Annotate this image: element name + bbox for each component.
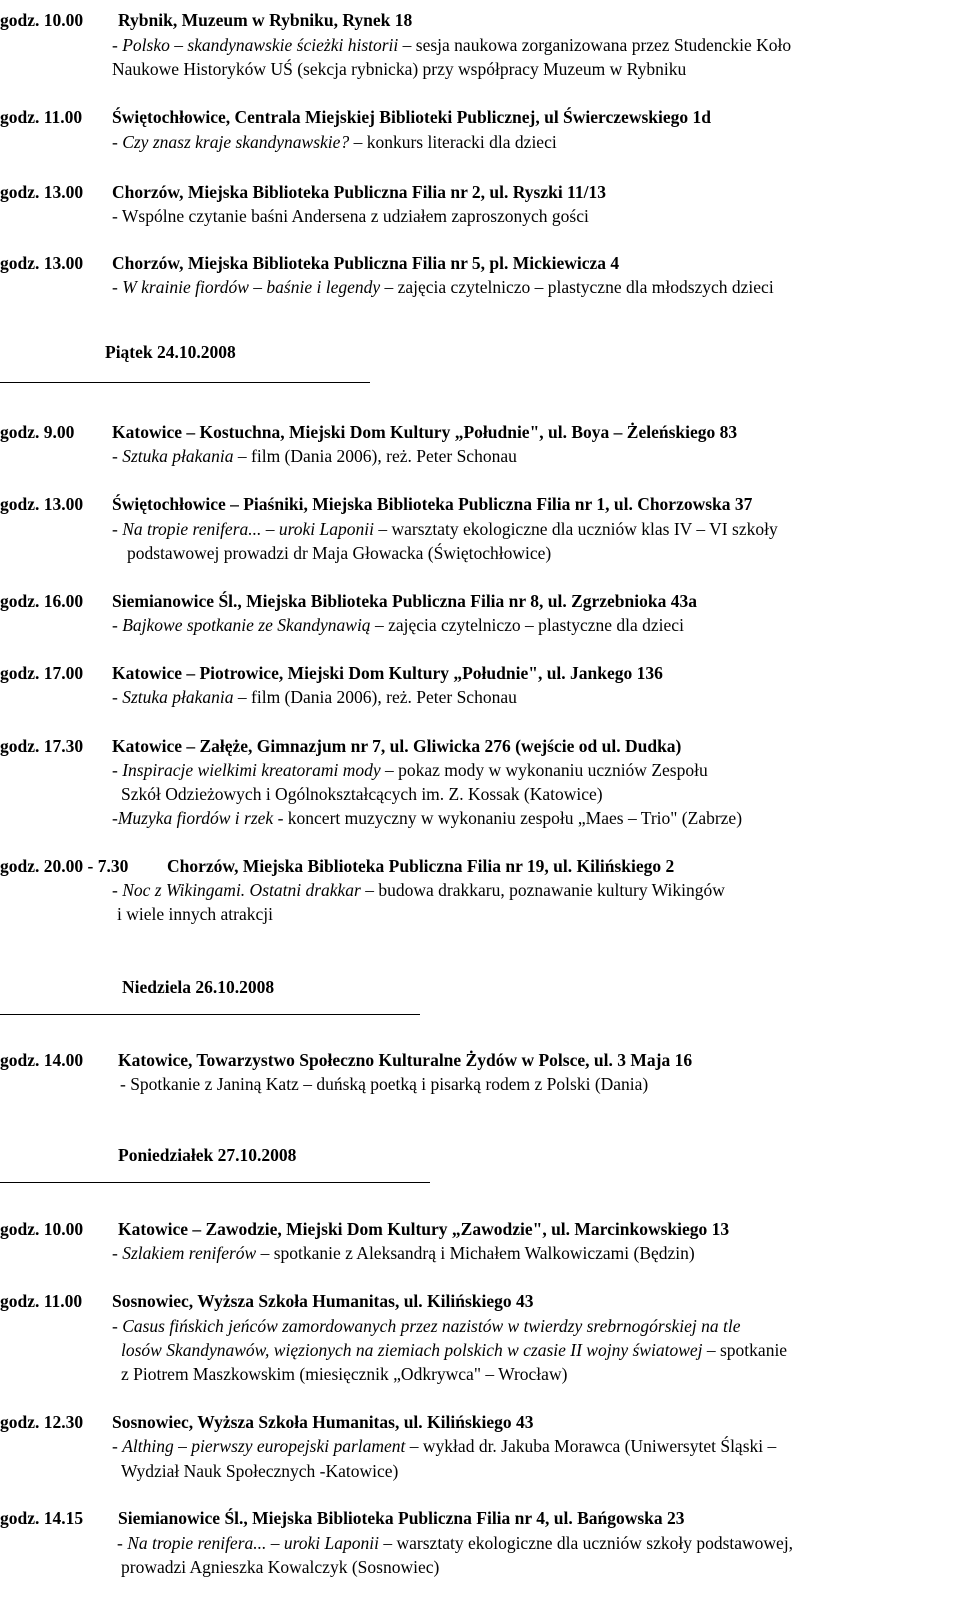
- event-title-text: Polsko – skandynawskie ścieżki historii: [122, 35, 399, 55]
- description-text: – spotkanie z Aleksandrą i Michałem Walkowiczami (Będzin): [256, 1243, 695, 1263]
- description-text: -: [112, 1316, 123, 1336]
- separator-line: [0, 1014, 420, 1015]
- event-description-line: [112, 687, 517, 708]
- description-text: -: [112, 760, 123, 780]
- event-description-line: [121, 1557, 439, 1578]
- event-description-line: [117, 1533, 793, 1554]
- description-text: i wiele innych atrakcji: [117, 904, 273, 924]
- description-text: prowadzi Agnieszka Kowalczyk (Sosnowiec): [121, 1557, 440, 1577]
- event-time: godz. 9.00: [0, 422, 75, 442]
- day-heading: Poniedziałek 27.10.2008: [118, 1145, 297, 1165]
- description-text: -: [112, 35, 123, 55]
- event-description-line: [112, 446, 517, 467]
- description-text: – spotkanie: [702, 1340, 788, 1360]
- event-title-text: Muzyka fiordów i rzek: [117, 808, 274, 828]
- description-text: z Piotrem Maszkowskim (miesięcznik „Odkrywca" – Wrocław): [121, 1364, 568, 1384]
- event-description-line: [112, 519, 778, 540]
- separator-line: [0, 1182, 430, 1183]
- event-description-line: [117, 904, 273, 925]
- event-description-line: [112, 132, 557, 153]
- description-text: – konkurs literacki dla dzieci: [349, 132, 557, 152]
- event-description-line: [121, 1461, 398, 1482]
- description-text: – zajęcia czytelniczo – plastyczne dla dzieci: [370, 615, 684, 635]
- event-title-text: Casus fińskich jeńców zamordowanych przez nazistów w twierdzy srebrnogórskiej na tle: [122, 1316, 741, 1336]
- description-text: Szkół Odzieżowych i Ogólnokształcących im. Z. Kossak (Katowice): [121, 784, 603, 804]
- description-text: Wydział Nauk Społecznych -Katowice): [121, 1461, 399, 1481]
- event-title-text: Sztuka płakania: [122, 687, 234, 707]
- event-description-line: [112, 1316, 741, 1337]
- event-time: godz. 20.00 - 7.30: [0, 856, 129, 876]
- event-location: Chorzów, Miejska Biblioteka Publiczna Filia nr 2, ul. Ryszki 11/13: [112, 182, 606, 202]
- description-text: Naukowe Historyków UŚ (sekcja rybnicka) przy współpracy Muzeum w Rybniku: [112, 59, 687, 79]
- event-title-text: Na tropie renifera... – uroki Laponii: [127, 1533, 380, 1553]
- description-text: – warsztaty ekologiczne dla uczniów szkoły podstawowej,: [379, 1533, 794, 1553]
- event-title-text: Noc z Wikingami. Ostatni drakkar: [122, 880, 361, 900]
- event-time: godz. 13.00: [0, 182, 84, 202]
- description-text: -: [112, 1243, 123, 1263]
- event-location: Sosnowiec, Wyższa Szkoła Humanitas, ul. Kilińskiego 43: [112, 1412, 534, 1432]
- description-text: - Spotkanie z Janiną Katz – duńską poetką i pisarką rodem z Polski (Dania): [120, 1074, 649, 1094]
- description-text: -: [112, 808, 118, 828]
- day-heading: Piątek 24.10.2008: [105, 342, 236, 362]
- event-description-line: [112, 1243, 695, 1264]
- event-location: Sosnowiec, Wyższa Szkoła Humanitas, ul. Kilińskiego 43: [112, 1291, 534, 1311]
- description-text: – pokaz mody w wykonaniu uczniów Zespołu: [380, 760, 708, 780]
- event-location: Katowice, Towarzystwo Społeczno Kulturalne Żydów w Polsce, ul. 3 Maja 16: [118, 1050, 693, 1070]
- event-time: godz. 14.00: [0, 1050, 84, 1070]
- description-text: - Wspólne czytanie baśni Andersena z udziałem zaproszonych gości: [112, 206, 589, 226]
- event-description-line: [121, 784, 603, 805]
- event-time: godz. 11.00: [0, 107, 83, 127]
- event-location: Chorzów, Miejska Biblioteka Publiczna Filia nr 19, ul. Kilińskiego 2: [167, 856, 675, 876]
- description-text: -: [117, 1533, 128, 1553]
- event-time: godz. 16.00: [0, 591, 84, 611]
- description-text: -: [112, 880, 123, 900]
- description-text: -: [112, 277, 123, 297]
- event-time: godz. 11.00: [0, 1291, 83, 1311]
- event-description-line: [127, 543, 551, 564]
- description-text: – warsztaty ekologiczne dla uczniów klas IV – VI szkoły: [374, 519, 778, 539]
- event-location: Katowice – Piotrowice, Miejski Dom Kultury „Południe", ul. Jankego 136: [112, 663, 663, 683]
- event-title-text: losów Skandynawów, więzionych na ziemiach polskich w czasie II wojny światowej: [121, 1340, 703, 1360]
- event-description-line: [112, 615, 684, 636]
- description-text: -: [112, 615, 123, 635]
- event-description-line: [121, 1364, 567, 1385]
- event-description-line: [112, 277, 774, 298]
- event-time: godz. 14.15: [0, 1508, 84, 1528]
- description-text: – film (Dania 2006), reż. Peter Schonau: [233, 446, 517, 466]
- description-text: – zajęcia czytelniczo – plastyczne dla młodszych dzieci: [380, 277, 774, 297]
- event-location: Rybnik, Muzeum w Rybniku, Rynek 18: [118, 10, 413, 30]
- event-title-text: Bajkowe spotkanie ze Skandynawią: [122, 615, 371, 635]
- event-description-line: [112, 206, 589, 227]
- event-time: godz. 17.00: [0, 663, 84, 683]
- description-text: – budowa drakkaru, poznawanie kultury Wikingów: [360, 880, 725, 900]
- description-text: - koncert muzyczny w wykonaniu zespołu „Maes – Trio" (Zabrze): [273, 808, 743, 828]
- event-description-line: [112, 808, 742, 829]
- event-time: godz. 13.00: [0, 494, 84, 514]
- event-location: Świętochłowice, Centrala Miejskiej Biblioteki Publicznej, ul Świerczewskiego 1d: [112, 107, 711, 127]
- event-title-text: W krainie fiordów – baśnie i legendy: [122, 277, 381, 297]
- event-title-text: Sztuka płakania: [122, 446, 234, 466]
- description-text: – wykład dr. Jakuba Morawca (Uniwersytet Śląski –: [405, 1436, 777, 1456]
- description-text: -: [112, 519, 123, 539]
- event-time: godz. 17.30: [0, 736, 84, 756]
- description-text: – film (Dania 2006), reż. Peter Schonau: [233, 687, 517, 707]
- description-text: – sesja naukowa zorganizowana przez Studenckie Koło: [398, 35, 792, 55]
- event-location: Katowice – Załęże, Gimnazjum nr 7, ul. Gliwicka 276 (wejście od ul. Dudka): [112, 736, 682, 756]
- event-description-line: [112, 59, 686, 80]
- event-description-line: [112, 760, 708, 781]
- event-description-line: [120, 1074, 648, 1095]
- separator-line: [0, 382, 370, 383]
- event-description-line: [112, 880, 725, 901]
- event-location: Katowice – Kostuchna, Miejski Dom Kultury „Południe", ul. Boya – Żeleńskiego 83: [112, 422, 738, 442]
- event-description-line: [112, 35, 791, 56]
- event-title-text: Na tropie renifera... – uroki Laponii: [122, 519, 375, 539]
- description-text: -: [112, 446, 123, 466]
- event-title-text: Szlakiem reniferów: [122, 1243, 257, 1263]
- event-location: Siemianowice Śl., Miejska Biblioteka Publiczna Filia nr 4, ul. Bańgowska 23: [118, 1508, 685, 1528]
- event-description-line: [121, 1340, 787, 1361]
- event-title-text: Althing – pierwszy europejski parlament: [122, 1436, 406, 1456]
- description-text: podstawowej prowadzi dr Maja Głowacka (Świętochłowice): [127, 543, 552, 563]
- event-location: Siemianowice Śl., Miejska Biblioteka Publiczna Filia nr 8, ul. Zgrzebnioka 43a: [112, 591, 697, 611]
- description-text: -: [112, 687, 123, 707]
- event-location: Katowice – Zawodzie, Miejski Dom Kultury „Zawodzie", ul. Marcinkowskiego 13: [118, 1219, 730, 1239]
- description-text: -: [112, 132, 123, 152]
- event-title-text: Inspiracje wielkimi kreatorami mody: [122, 760, 381, 780]
- description-text: -: [112, 1436, 123, 1456]
- event-time: godz. 10.00: [0, 10, 84, 30]
- event-time: godz. 10.00: [0, 1219, 84, 1239]
- event-time: godz. 13.00: [0, 253, 84, 273]
- event-title-text: Czy znasz kraje skandynawskie?: [122, 132, 350, 152]
- event-description-line: [112, 1436, 776, 1457]
- event-time: godz. 12.30: [0, 1412, 84, 1432]
- day-heading: Niedziela 26.10.2008: [122, 977, 275, 997]
- event-location: Chorzów, Miejska Biblioteka Publiczna Filia nr 5, pl. Mickiewicza 4: [112, 253, 620, 273]
- event-location: Świętochłowice – Piaśniki, Miejska Biblioteka Publiczna Filia nr 1, ul. Chorzowska 37: [112, 494, 753, 514]
